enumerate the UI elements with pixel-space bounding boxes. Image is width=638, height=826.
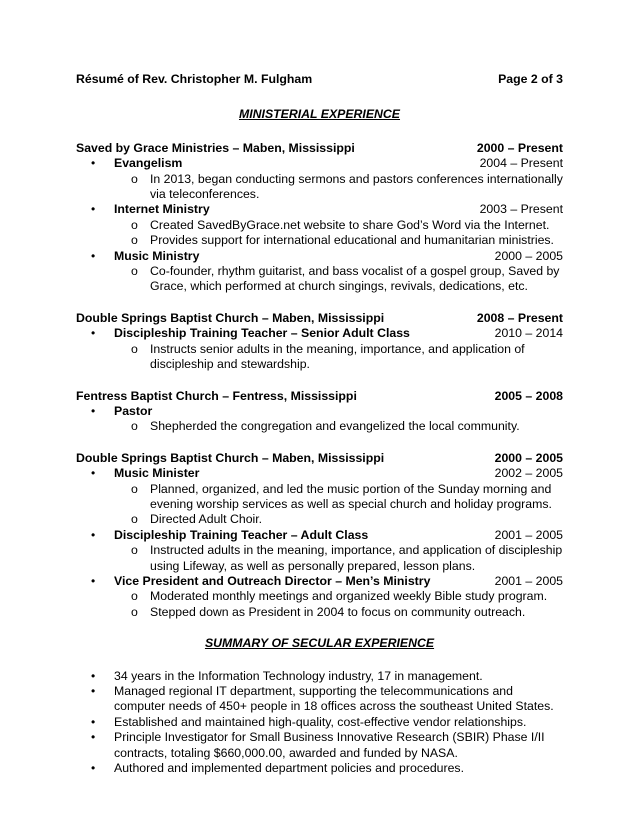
role-detail: [76, 172, 563, 203]
role-detail-text: Planned, organized, and led the music portion of the Sunday morning and evening worship services as well as special church and holiday programs.: [150, 481, 552, 511]
role-dates: 2002 – 2005: [494, 466, 563, 481]
org-block: [76, 141, 563, 295]
bullet-icon: •: [91, 466, 96, 481]
bullet-icon: •: [91, 202, 96, 217]
role-item: [76, 466, 563, 481]
role-dates: 2001 – 2005: [494, 527, 563, 542]
circle-bullet-icon: o: [131, 543, 138, 558]
circle-bullet-icon: o: [131, 264, 138, 279]
org-name: Double Springs Baptist Church – Maben, Mississippi: [76, 450, 385, 465]
secular-list: [76, 669, 563, 777]
org-heading: [76, 389, 563, 404]
role-detail: [76, 605, 563, 620]
role-title: Discipleship Training Teacher – Adult Class: [114, 527, 369, 542]
circle-bullet-icon: o: [131, 171, 138, 186]
spacer: [76, 620, 563, 636]
resume-title: Résumé of Rev. Christopher M. Fulgham: [76, 72, 313, 86]
spacer: [76, 373, 563, 389]
role-detail-text: Stepped down as President in 2004 to focus on community outreach.: [150, 604, 526, 619]
secular-item: [76, 684, 563, 715]
role-item: [76, 574, 563, 589]
role-title: Internet Ministry: [114, 202, 210, 217]
circle-bullet-icon: o: [131, 512, 138, 527]
spacer: [76, 295, 563, 311]
role-detail-text: Shepherded the congregation and evangelized the local community.: [150, 419, 520, 434]
bullet-icon: •: [91, 668, 96, 683]
org-name: Saved by Grace Ministries – Maben, Mississippi: [76, 140, 355, 155]
secular-item: [76, 730, 563, 761]
bullet-icon: •: [91, 714, 96, 729]
role-dates: 2010 – 2014: [494, 326, 563, 341]
role-detail: [76, 264, 563, 295]
org-name: Fentress Baptist Church – Fentress, Mississippi: [76, 388, 357, 403]
role-title: Discipleship Training Teacher – Senior Adult Class: [114, 326, 410, 341]
ministerial-list: [76, 141, 563, 636]
role-title: Music Minister: [114, 466, 200, 481]
bullet-icon: •: [91, 403, 96, 418]
role-detail: [76, 512, 563, 527]
ministerial-heading: MINISTERIAL EXPERIENCE: [238, 107, 401, 122]
org-heading: [76, 451, 563, 466]
secular-item: [76, 669, 563, 684]
role-dates: 2001 – 2005: [494, 573, 563, 588]
role-title: Pastor: [114, 403, 153, 418]
bullet-icon: •: [91, 761, 96, 776]
role-dates: 2004 – Present: [479, 156, 563, 171]
role-detail: [76, 419, 563, 434]
role-detail: [76, 218, 563, 233]
role-item: [76, 528, 563, 543]
role-detail: [76, 543, 563, 574]
role-detail: [76, 589, 563, 604]
org-heading: [76, 141, 563, 156]
role-item: [76, 249, 563, 264]
bullet-icon: •: [91, 326, 96, 341]
role-title: Evangelism: [114, 156, 183, 171]
secular-item-text: Principle Investigator for Small Business Innovative Research (SBIR) Phase I/II contracts, totaling $660,000.00, awarded and funded by NASA.: [114, 730, 545, 760]
org-dates: 2000 – Present: [476, 140, 563, 155]
role-title: Vice President and Outreach Director – Men’s Ministry: [114, 573, 431, 588]
bullet-icon: •: [91, 156, 96, 171]
role-item: [76, 156, 563, 171]
circle-bullet-icon: o: [131, 589, 138, 604]
role-detail-text: Created SavedByGrace.net website to share God’s Word via the Internet.: [150, 217, 550, 232]
role-detail-text: In 2013, began conducting sermons and pastors conferences internationally via teleconferences.: [150, 171, 563, 202]
org-heading: [76, 311, 563, 326]
role-detail-text: Directed Adult Choir.: [150, 512, 263, 527]
circle-bullet-icon: o: [131, 217, 138, 232]
circle-bullet-icon: o: [131, 341, 138, 356]
role-detail: [76, 342, 563, 373]
bullet-icon: •: [91, 730, 96, 745]
bullet-icon: •: [91, 527, 96, 542]
secular-item-text: 34 years in the Information Technology industry, 17 in management.: [114, 668, 483, 683]
org-dates: 2005 – 2008: [494, 388, 563, 403]
role-item: [76, 404, 563, 419]
bullet-icon: •: [91, 684, 96, 698]
role-detail-text: Instructed adults in the meaning, importance, and application of discipleship using Lifeway, as well as personally prepared, lesson plans.: [150, 543, 563, 573]
role-detail-text: Co-founder, rhythm guitarist, and bass vocalist of a gospel group, Saved by Grace, which performed at church singings, revivals, dedications, etc.: [150, 264, 560, 294]
role-detail-text: Instructs senior adults in the meaning, importance, and application of discipleship and stewardship.: [150, 341, 525, 372]
org-name: Double Springs Baptist Church – Maben, Mississippi: [76, 310, 385, 325]
secular-heading: SUMMARY OF SECULAR EXPERIENCE: [204, 636, 435, 651]
org-dates: 2000 – 2005: [494, 450, 563, 465]
circle-bullet-icon: o: [131, 233, 138, 248]
org-block: [76, 451, 563, 620]
spacer: [76, 435, 563, 451]
circle-bullet-icon: o: [131, 481, 138, 496]
role-detail-text: Moderated monthly meetings and organized weekly Bible study program.: [150, 589, 548, 604]
role-item: [76, 202, 563, 217]
role-dates: 2003 – Present: [479, 202, 563, 217]
secular-item: [76, 715, 563, 730]
page-number: Page 2 of 3: [498, 72, 563, 86]
circle-bullet-icon: o: [131, 604, 138, 619]
role-item: [76, 326, 563, 341]
role-title: Music Ministry: [114, 248, 200, 263]
bullet-icon: •: [91, 248, 96, 263]
secular-item-text: Authored and implemented department policies and procedures.: [114, 761, 464, 776]
page-header: [76, 72, 563, 87]
org-block: [76, 311, 563, 373]
resume-page: [76, 72, 563, 776]
circle-bullet-icon: o: [131, 419, 138, 434]
org-block: [76, 389, 563, 435]
secular-item-text: Managed regional IT department, supporting the telecommunications and computer needs of 450+ people in 18 offices across the southeast United States.: [114, 684, 554, 714]
bullet-icon: •: [91, 573, 96, 588]
secular-item-text: Established and maintained high-quality, cost-effective vendor relationships.: [114, 714, 527, 729]
role-dates: 2000 – 2005: [494, 248, 563, 263]
role-detail: [76, 233, 563, 248]
secular-item: [76, 761, 563, 776]
role-detail-text: Provides support for international educational and humanitarian ministries.: [150, 233, 554, 248]
org-dates: 2008 – Present: [476, 310, 563, 325]
role-detail: [76, 482, 563, 513]
